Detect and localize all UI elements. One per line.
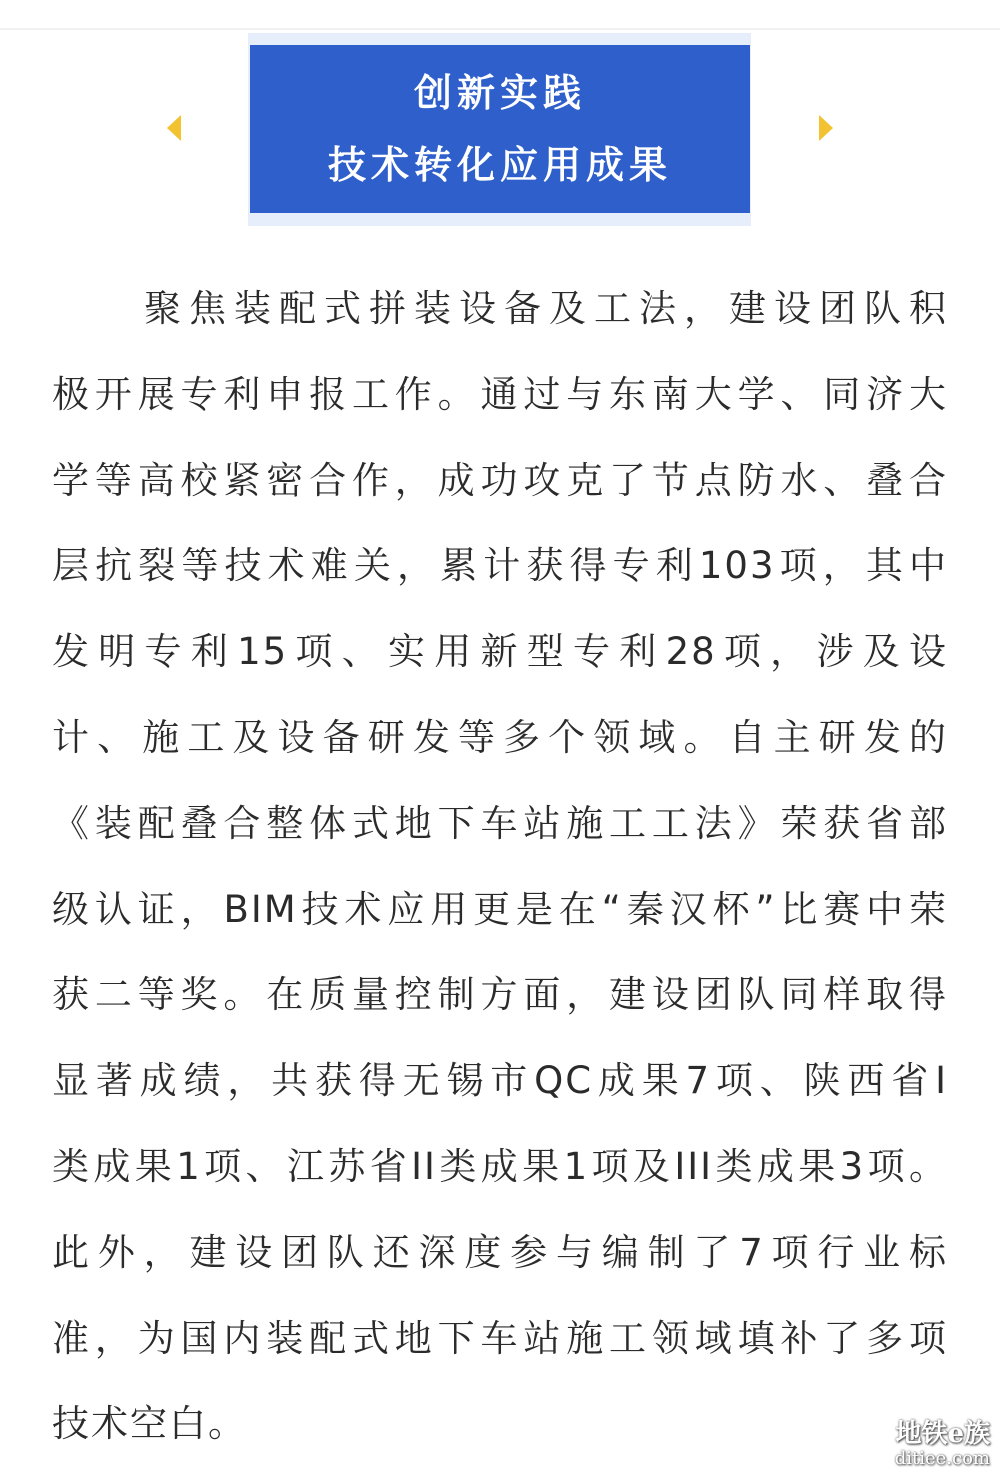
paragraph-line: 类成果1项、江苏省II类成果1项及III类成果3项。 xyxy=(52,1144,948,1188)
section-title-line-2: 技术转化应用成果 xyxy=(327,143,672,187)
paragraph-line: 此外，建设团队还深度参与编制了7项行业标 xyxy=(52,1230,948,1274)
article-paragraph xyxy=(52,266,948,1467)
paragraph-line: 极开展专利申报工作。通过与东南大学、同济大 xyxy=(52,372,948,416)
paragraph-line: 计、施工及设备研发等多个领域。自主研发的 xyxy=(52,715,948,759)
left-triangle-icon xyxy=(167,115,181,141)
top-divider xyxy=(0,28,1000,30)
paragraph-line: 层抗裂等技术难关，累计获得专利103项，其中 xyxy=(52,544,948,588)
paragraph-line: 技术空白。 xyxy=(52,1402,247,1446)
paragraph-line: 级认证，BIM技术应用更是在“秦汉杯”比赛中荣 xyxy=(52,887,948,931)
paragraph-line: 学等高校紧密合作，成功攻克了节点防水、叠合 xyxy=(52,458,948,502)
section-header-banner xyxy=(250,45,750,213)
paragraph-line: 《装配叠合整体式地下车站施工工法》荣获省部 xyxy=(52,801,948,845)
watermark-url: ditiee.com xyxy=(894,1448,990,1469)
watermark-title: 地铁e族 xyxy=(895,1419,990,1449)
section-title-line-1: 创新实践 xyxy=(413,71,586,115)
paragraph-line: 获二等奖。在质量控制方面，建设团队同样取得 xyxy=(52,973,948,1017)
right-triangle-icon xyxy=(819,115,833,141)
watermark xyxy=(895,1419,990,1469)
paragraph-line: 发明专利15项、实用新型专利28项，涉及设 xyxy=(52,630,948,674)
paragraph-line: 显著成绩，共获得无锡市QC成果7项、陕西省I xyxy=(52,1059,948,1103)
paragraph-line: 聚焦装配式拼装设备及工法，建设团队积 xyxy=(144,287,948,330)
paragraph-line: 准，为国内装配式地下车站施工领域填补了多项 xyxy=(52,1316,948,1360)
